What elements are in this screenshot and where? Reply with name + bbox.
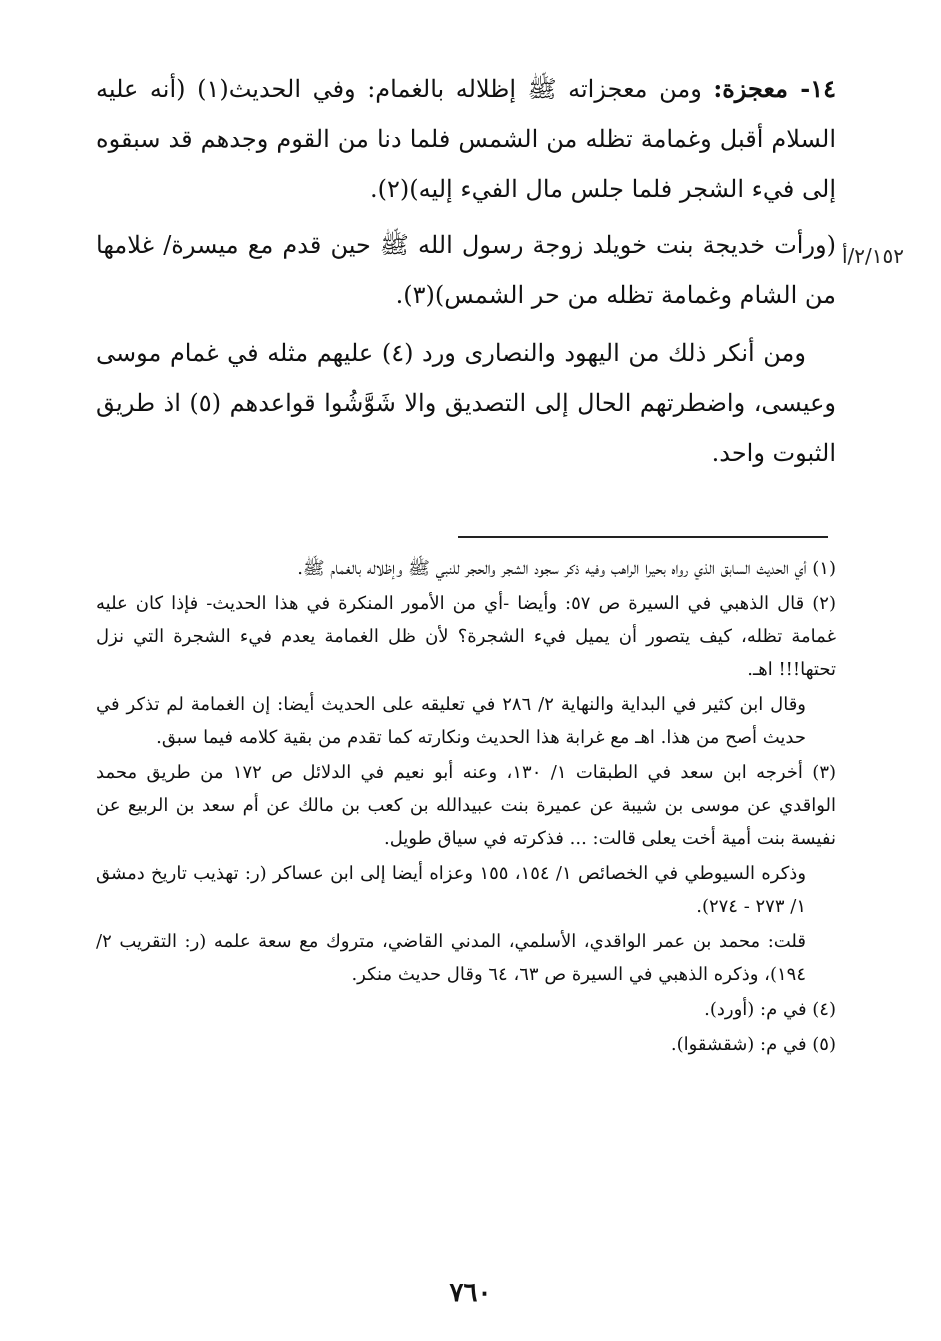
paragraph-text: ومن معجزاته ﷺ إظلاله بالغمام: وفي الحديث(١) (أنه عليه السلام أقبل وغمامة تظله من الشمس فلما دنا من القوم وجدهم قد سبقوه إلى فيء الشجر فلما جلس مال الفيء إليه)(٢). [96,75,836,203]
main-text [96,64,836,478]
footnote-2: (٢) قال الذهبي في السيرة ص ٥٧: وأيضا -أي من الأمور المنكرة في هذا الحديث- فإذا كان عليه غمامة تظله، كيف يتصور أن يميل فيء الشجرة؟ لأن ظل الغمامة يعدم فيء الشجرة التي نزل تحتها!!! اهـ. [96,593,836,680]
paragraph-refutation [96,328,836,478]
paragraph-text: ومن أنكر ذلك من اليهود والنصارى ورد (٤) عليهم مثله في غمام موسى وعيسى، واضطرتهم الحال إلى التصديق والا شَوَّشُوا قواعدهم (٥) اذ طريق الثبوت واحد. [96,339,837,467]
footnote-3: (٣) أخرجه ابن سعد في الطبقات ١/ ١٣٠، وعنه أبو نعيم في الدلائل ص ١٧٢ من طريق محمد الواقدي عن موسى بن شيبة عن عميرة بنت عبيدالله بن كعب بن مالك عن أم سعد بن الربيع عن نفيسة بنت أمية أخت يعلى قالت: ... فذكرته في سياق طويل. [96,762,837,849]
footnote-1: (١) أي الحديث السابق الذي رواه بحيرا الراهب وفيه ذكر سجود الشجر والحجر للنبي ﷺ وإظلاله بالغمام ﷺ. [297,558,836,579]
footnotes [96,552,836,1063]
paragraph-khadija [96,220,836,320]
page-number: ٧٦٠ [449,1278,492,1308]
section-heading: ١٤- معجزة: [713,74,836,103]
paragraph-miracle-14 [96,64,836,214]
paragraph-text: (ورأت خديجة بنت خويلد زوجة رسول الله ﷺ حين قدم مع ميسرة/ غلامها من الشام وغمامة تظله من حر الشمس)(٣). [96,231,836,309]
manuscript-folio-reference: ٢/١٥٢/أ [842,244,905,268]
footnote-5: (٥) في م: (شقشقوا). [670,1034,836,1055]
footnote-4: (٤) في م: (أورد). [704,999,836,1020]
footnote-3-continuation: وذكره السيوطي في الخصائص ١/ ١٥٤، ١٥٥ وعزاه أيضا إلى ابن عساكر (ر: تهذيب تاريخ دمشق ١/ ٢٧٣ - ٢٧٤). [96,863,807,917]
footnote-separator [458,536,828,538]
footnote-2-continuation: وقال ابن كثير في البداية والنهاية ٢/ ٢٨٦ في تعليقه على الحديث أيضا: إن الغمامة لم تذكر في حديث أصح من هذا. اهـ مع غرابة هذا الحديث ونكارته كما تقدم من بقية كلامه فيما سبق. [96,694,806,748]
footnote-3-comment: قلت: محمد بن عمر الواقدي، الأسلمي، المدني القاضي، متروك مع سعة علمه (ر: التقريب ٢/ ١٩٤)، وذكره الذهبي في السيرة ص ٦٣، ٦٤ وقال حديث منكر. [96,931,806,985]
